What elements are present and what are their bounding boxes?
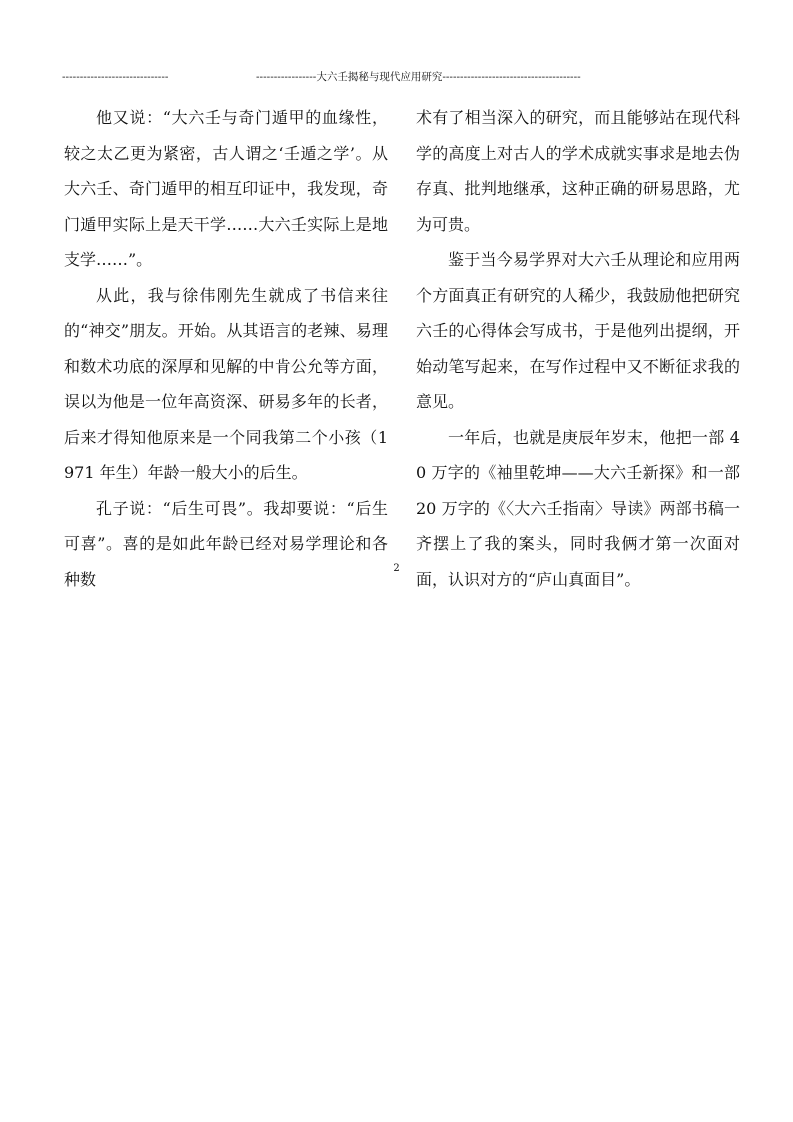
paragraph-confucius: 孔子说：“后生可畏”。我却要说：“后生可喜”。喜的是如此年龄已经对易学理论和各种数 — [64, 498, 388, 589]
body-columns — [64, 100, 740, 589]
right-column — [416, 100, 740, 597]
paragraph-manuscripts: 一年后，也就是庚辰年岁末，他把一部 40 万字的《袖里乾坤——大六壬新探》和一部 20 万字的《〈大六壬指南〉导读》两部书稿一齐摆上了我的案头，同时我俩才第一次面对面，认识对方的“庐山真面目”。 — [416, 427, 740, 589]
paragraph-encouragement: 鉴于当今易学界对大六壬从理论和应用两个方面真正有研究的人稀少，我鼓励他把研究六壬的心得体会写成书，于是他列出提纲，开始动笔写起来，在写作过程中又不断征求我的意见。 — [416, 250, 740, 411]
paragraph-continued: 术有了相当深入的研究，而且能够站在现代科学的高度上对古人的学术成就实事求是地去伪存真、批判地继承，这种正确的研易思路，尤为可贵。 — [416, 108, 740, 234]
paragraph-correspondence: 从此，我与徐伟刚先生就成了书信来往的“神交”朋友。开始。从其语言的老辣、易理和数术功底的深厚和见解的中肯公允等方面，误以为他是一位年高资深、研易多年的长者，后来才得知他原来是一个同我第二个小孩（1971 年生）年龄一般大小的后生。 — [64, 285, 388, 482]
left-column — [64, 100, 388, 597]
running-header — [62, 70, 742, 84]
page-number: 2 — [393, 563, 400, 574]
paragraph-quote-xu: 他又说：“大六壬与奇门遁甲的血缘性，较之太乙更为紧密，古人谓之‘壬遁之学’。从大六壬、奇门遁甲的相互印证中，我发现，奇门遁甲实际上是天干学……大六壬实际上是地支学……”。 — [64, 108, 388, 269]
header-title: -----------------大六壬揭秘与现代应用研究--------------------------------------- — [256, 71, 581, 83]
header-left-rule: ------------------------------ — [62, 71, 169, 83]
